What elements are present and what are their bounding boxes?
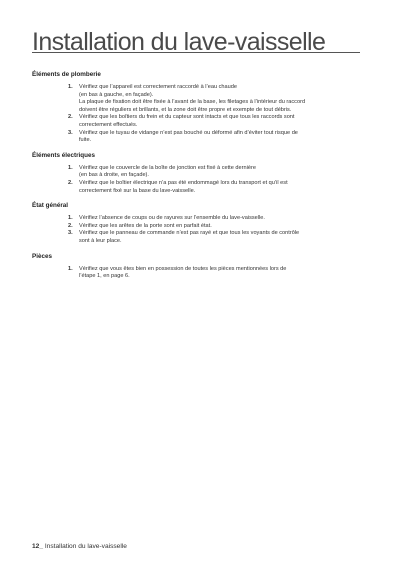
list-item xyxy=(68,215,362,223)
list-item xyxy=(68,223,362,231)
main-content xyxy=(32,71,362,288)
item-text: Vérifiez que le couvercle de la boîte de jonction est fixé à cette dernière (en bas à droite, en façade). xyxy=(79,164,256,179)
item-text: Vérifiez que vous êtes bien en possession de toutes les pièces mentionnées lors de l’étape 1, en page 6. xyxy=(79,265,287,280)
title-underline xyxy=(32,52,360,53)
list-item xyxy=(68,130,362,145)
item-text: Vérifiez que le boîtier électrique n’a pas été endommagé lors du transport et qu’il est correctement fixé sur la base du lave-vaisselle. xyxy=(79,179,288,194)
title-block xyxy=(32,28,360,56)
item-number: 3. xyxy=(68,230,73,237)
item-number: 3. xyxy=(68,129,73,136)
section-heading: Éléments de plomberie xyxy=(32,71,101,78)
page-title: Installation du lave-vaisselle xyxy=(32,28,326,56)
item-text: Vérifiez que les boîtiers du frein et du capteur sont intacts et que tous les raccords sont correctement effectués. xyxy=(79,114,295,128)
item-text: Vérifiez que le panneau de commande n’est pas rayé et que tous les voyants de contrôle sont à leur place. xyxy=(79,230,300,244)
section-electrical xyxy=(32,152,362,195)
footer-label: Installation du lave-vaisselle xyxy=(43,543,127,550)
item-number: 1. xyxy=(68,84,73,90)
section-general-state xyxy=(32,202,362,245)
list-item xyxy=(68,230,362,245)
item-number: 2. xyxy=(68,114,73,121)
section-parts xyxy=(32,253,362,281)
section-heading: État général xyxy=(32,202,69,210)
item-number: 1. xyxy=(68,265,73,272)
item-number: 1. xyxy=(68,164,73,171)
section-plumbing xyxy=(32,71,362,145)
list-item xyxy=(68,180,362,195)
list-item xyxy=(68,165,362,180)
item-text: Vérifiez que l’appareil est correctement raccordé à l’eau chaude (en bas à gauche, en façade). La plaque de fixation doit être fixée à l’avant de la base, les filetages à l’intérieur du raccord doivent être réguliers et brillants, et la zone doit être propre et exempte de tout débris. xyxy=(79,84,306,113)
item-text: Vérifiez l’absence de coups ou de rayures sur l’ensemble du lave-vaisselle. xyxy=(79,215,265,222)
list-item xyxy=(68,114,362,129)
section-heading: Pièces xyxy=(32,252,52,260)
item-number: 2. xyxy=(68,222,73,229)
item-number: 2. xyxy=(68,179,73,186)
section-heading: Éléments électriques xyxy=(32,151,95,159)
page-number: 12_ xyxy=(32,543,44,550)
list-item xyxy=(68,84,362,114)
item-number: 1. xyxy=(68,215,73,222)
page-footer xyxy=(32,543,127,550)
list-item xyxy=(68,266,362,281)
item-text: Vérifiez que les arêtes de la porte sont en parfait état. xyxy=(79,222,212,229)
item-text: Vérifiez que le tuyau de vidange n’est pas bouché ou déformé afin d’éviter tout risque de fuite. xyxy=(79,129,298,144)
